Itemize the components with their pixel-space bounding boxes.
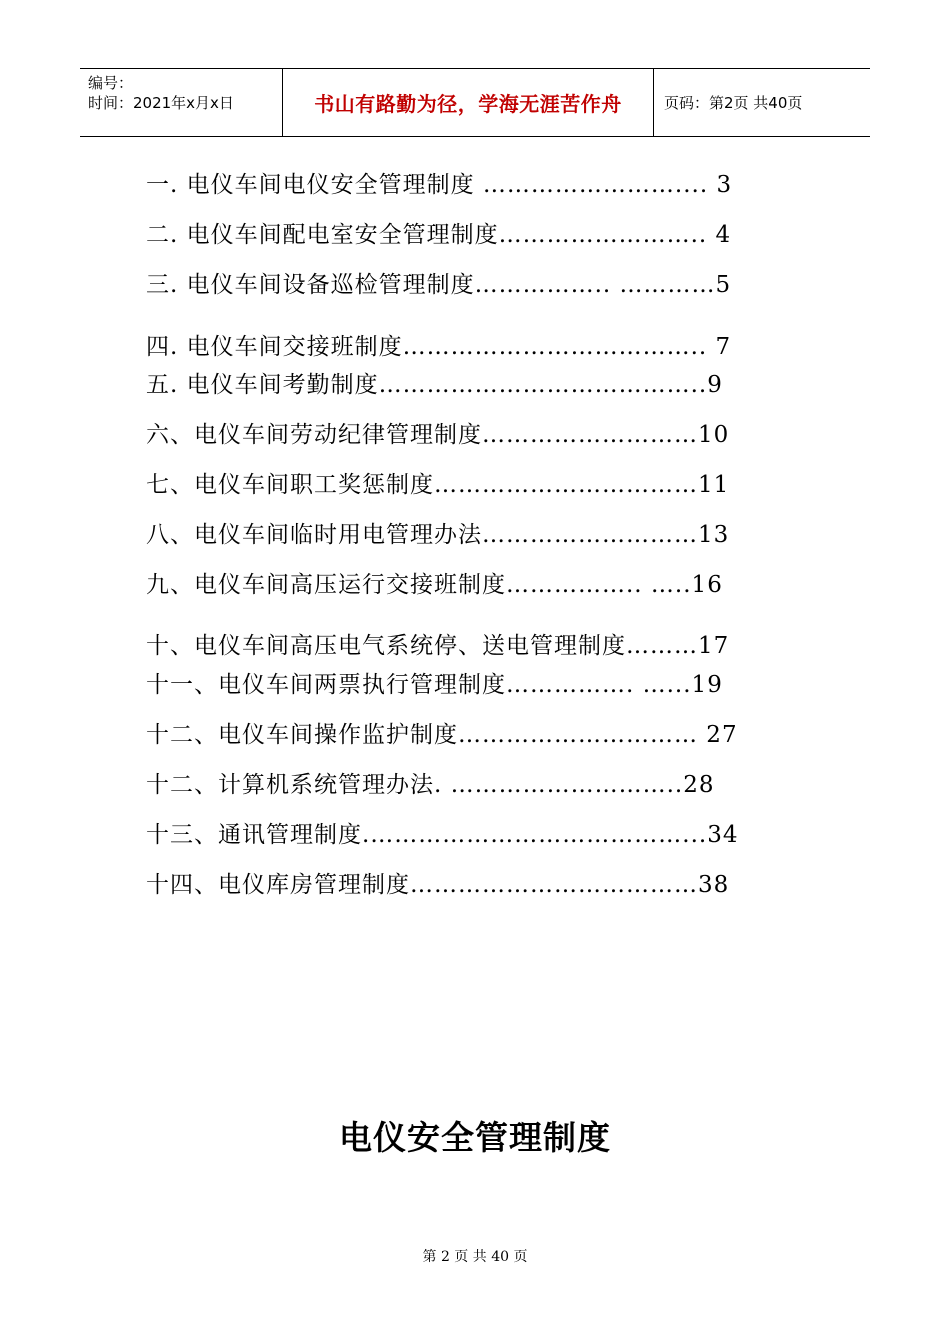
header-time-label: 时间：2021年x月x日 [88, 94, 234, 112]
toc-item[interactable]: 四. 电仪车间交接班制度……………………………….. 7 [146, 334, 732, 360]
toc-item[interactable]: 六、电仪车间劳动纪律管理制度………………………10 [146, 422, 730, 448]
toc-item[interactable]: 二. 电仪车间配电室安全管理制度…………………….. 4 [146, 222, 732, 248]
toc-item[interactable]: 八、电仪车间临时用电管理办法………………………13 [146, 522, 730, 548]
page-header [80, 68, 870, 137]
page-footer: 第 2 页 共 40 页 [422, 1249, 528, 1265]
toc-item[interactable]: 九、电仪车间高压运行交接班制度…………….. …..16 [146, 572, 723, 598]
toc-item[interactable]: 一. 电仪车间电仪安全管理制度 …………………….... 3 [146, 172, 733, 198]
toc-item[interactable]: 十四、电仪库房管理制度………………………………38 [146, 872, 730, 898]
header-page-info: 页码：第2页 共40页 [664, 94, 803, 112]
toc-item[interactable]: 十三、通讯管理制度.…………………………………...34 [146, 822, 739, 848]
header-meta [80, 69, 282, 136]
toc-item[interactable]: 十二、电仪车间操作监护制度………………………… 27 [146, 722, 738, 748]
toc-item[interactable]: 十一、电仪车间两票执行管理制度……………. …...19 [146, 672, 723, 698]
toc-item[interactable]: 五. 电仪车间考勤制度…………………………………..9 [146, 372, 723, 398]
toc-item[interactable]: 三. 电仪车间设备巡检管理制度…………….. …………5 [146, 272, 732, 298]
section-title: 电仪安全管理制度 [339, 1118, 611, 1157]
header-motto-cell [282, 69, 654, 136]
toc-item[interactable]: 十二、计算机系统管理办法. ………………………..28 [146, 772, 715, 798]
header-number-label: 编号： [88, 74, 134, 92]
header-motto: 书山有路勤为径，学海无涯苦作舟 [314, 92, 622, 116]
toc-item[interactable]: 七、电仪车间职工奖惩制度……………………………11 [146, 472, 730, 498]
toc-item[interactable]: 十、电仪车间高压电气系统停、送电管理制度………17 [146, 633, 730, 659]
header-page-cell [654, 69, 870, 136]
